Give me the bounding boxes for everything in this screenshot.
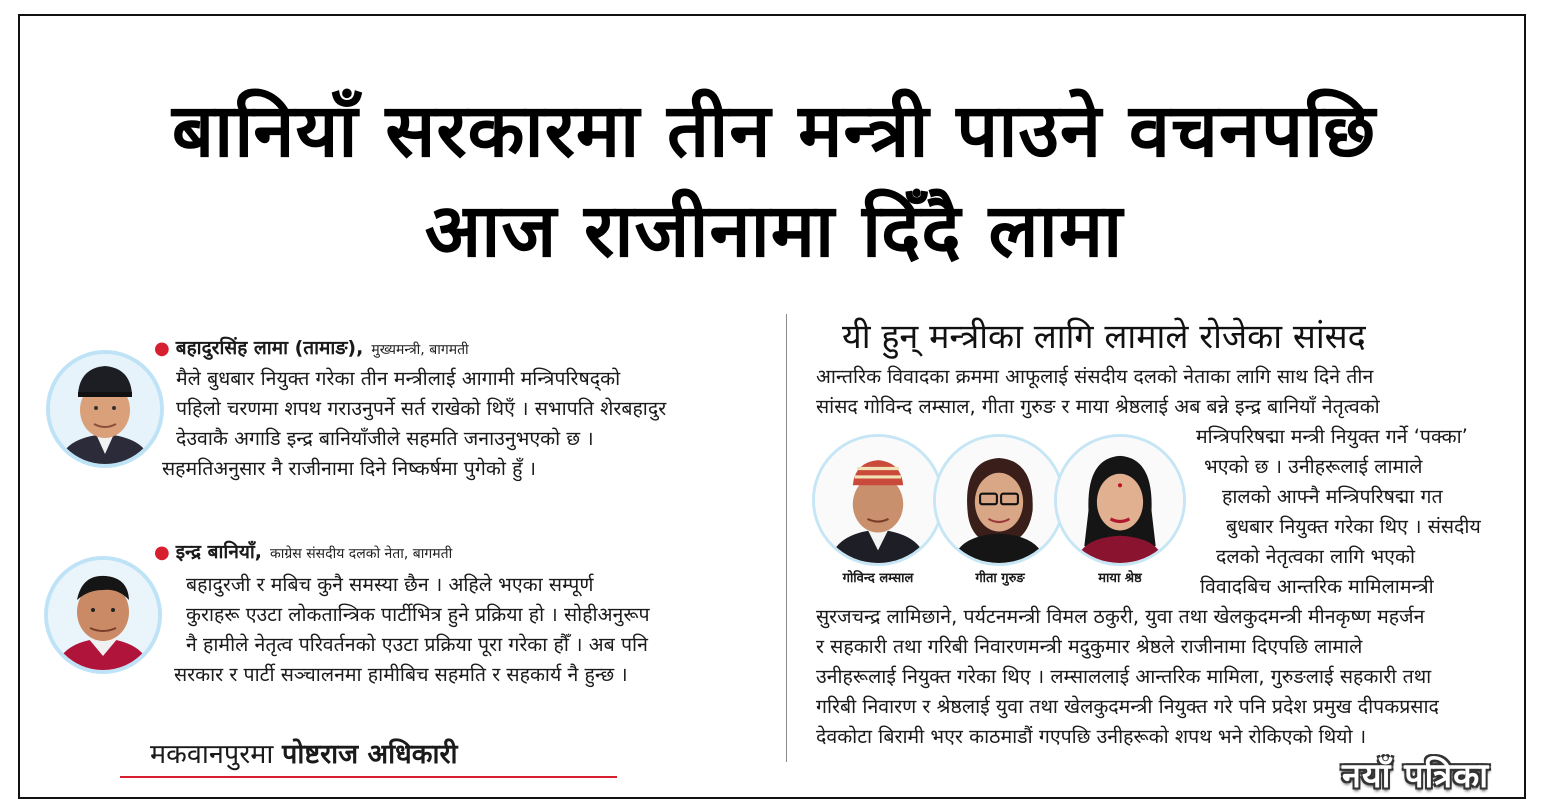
sidebar-line: देवकोटा बिरामी भएर काठमाडौं गएपछि उनीहरूको शपथ भने रोकिएको थियो ।: [816, 725, 1367, 748]
sidebar-text-bottom: [816, 602, 1439, 752]
sidebar-line: उनीहरूलाई नियुक्त गरेका थिए । लम्साललाई आन्तरिक मामिला, गुरुङलाई सहकारी तथा: [816, 665, 1432, 688]
column-divider: [786, 314, 787, 762]
photo-caption: गोविन्द लम्साल: [842, 571, 914, 586]
speaker-name: इन्द्र बानियाँ,: [175, 541, 263, 563]
quote-line: सहमतिअनुसार नै राजीनामा दिने निष्कर्षमा पुगेको हुँ ।: [162, 457, 537, 480]
quote-1-speaker: [154, 334, 469, 360]
sidebar-line: मन्त्रिपरिषद्मा मन्त्री नियुक्त गर्ने ‘पक्का’: [1196, 425, 1468, 448]
publication-logo: नयाँ पत्रिका: [1342, 756, 1490, 796]
quote-1-text: [162, 364, 667, 484]
sidebar-text-side: [1196, 422, 1481, 602]
sidebar-line: र सहकारी तथा गरिबी निवारणमन्त्री मदुकुमार श्रेष्ठले राजीनामा दिएपछि लामाले: [816, 635, 1363, 658]
news-clipping: [18, 14, 1526, 799]
sidebar-text-top: [816, 362, 1380, 422]
sidebar-line: सुरजचन्द्र लामिछाने, पर्यटनमन्त्री विमल ठकुरी, युवा तथा खेलकुदमन्त्री मीनकृष्ण महर्जन: [816, 605, 1425, 628]
photo-gobinda-lamsal: [812, 434, 944, 566]
photo-caption: माया श्रेष्ठ: [1098, 571, 1142, 586]
sidebar-line: बुधबार नियुक्त गरेका थिए । संसदीय: [1226, 515, 1481, 538]
photo-gita-gurung: [933, 434, 1065, 566]
quote-line: पहिलो चरणमा शपथ गराउनुपर्ने सर्त राखेको थिएँ । सभापति शेरबहादुर: [176, 397, 667, 420]
quote-line: सरकार र पार्टी सञ्चालनमा हामीबिच सहमति र सहकार्य नै हुन्छ ।: [174, 663, 628, 686]
bullet-icon: ●: [154, 542, 170, 563]
bullet-icon: ●: [154, 338, 170, 359]
speaker-role: काग्रेस संसदीय दलको नेता, बागमती: [270, 546, 453, 562]
sidebar-line: गरिबी निवारण र श्रेष्ठलाई युवा तथा खेलकुदमन्त्री नियुक्त गरे पनि प्रदेश प्रमुख दीपकप्रसाद: [816, 695, 1439, 718]
quote-2-speaker: [154, 538, 452, 564]
quote-line: कुराहरू एउटा लोकतान्त्रिक पार्टीभित्र हुने प्रक्रिया हो । सोहीअनुरूप: [186, 603, 650, 626]
sidebar-heading: यी हुन् मन्त्रीका लागि लामाले रोजेका सांसद: [842, 317, 1366, 357]
sidebar-line: विवादबिच आन्तरिक मामिलामन्त्री: [1200, 575, 1434, 598]
speaker-role: मुख्यमन्त्री, बागमती: [371, 342, 469, 358]
portrait-indra-baniya: [44, 556, 162, 674]
sidebar-line: हालको आफ्नै मन्त्रिपरिषद्मा गत: [1222, 485, 1443, 508]
sidebar-line: सांसद गोविन्द लम्साल, गीता गुरुङ र माया श्रेष्ठलाई अब बन्ने इन्द्र बानियाँ नेतृत्वको: [816, 395, 1380, 418]
sidebar-line: दलको नेतृत्वका लागि भएको: [1216, 545, 1415, 568]
portrait-bahadur-singh-lama: [46, 350, 164, 468]
byline-name: पोष्टराज अधिकारी: [281, 739, 458, 770]
quote-2-text: [174, 570, 650, 690]
byline-underline: [120, 776, 617, 778]
headline-line-2: आज राजीनामा दिँदै लामा: [424, 188, 1124, 274]
speaker-name: बहादुरसिंह लामा (तामाङ),: [175, 337, 364, 359]
sidebar-line: आन्तरिक विवादका क्रममा आफूलाई संसदीय दलको नेताका लागि साथ दिने तीन: [816, 365, 1374, 388]
sidebar-line: भएको छ । उनीहरूलाई लामाले: [1204, 455, 1423, 478]
byline: [150, 734, 458, 771]
quote-line: मैले बुधबार नियुक्त गरेका तीन मन्त्रीलाई आगामी मन्त्रिपरिषद्को: [176, 367, 621, 390]
photo-maya-shrestha: [1054, 434, 1186, 566]
byline-prefix: मकवानपुरमा: [150, 739, 274, 770]
headline-line-1: बानियाँ सरकारमा तीन मन्त्री पाउने वचनपछि: [171, 88, 1377, 174]
quote-line: नै हामीले नेतृत्व परिवर्तनको एउटा प्रक्रिया पूरा गरेका हौँ । अब पनि: [186, 633, 648, 656]
photo-caption: गीता गुरुङ: [975, 571, 1025, 586]
quote-line: देउवाकै अगाडि इन्द्र बानियाँजीले सहमति जनाउनुभएको छ ।: [176, 427, 594, 450]
quote-line: बहादुरजी र मबिच कुनै समस्या छैन । अहिले भएका सम्पूर्ण: [186, 573, 594, 596]
